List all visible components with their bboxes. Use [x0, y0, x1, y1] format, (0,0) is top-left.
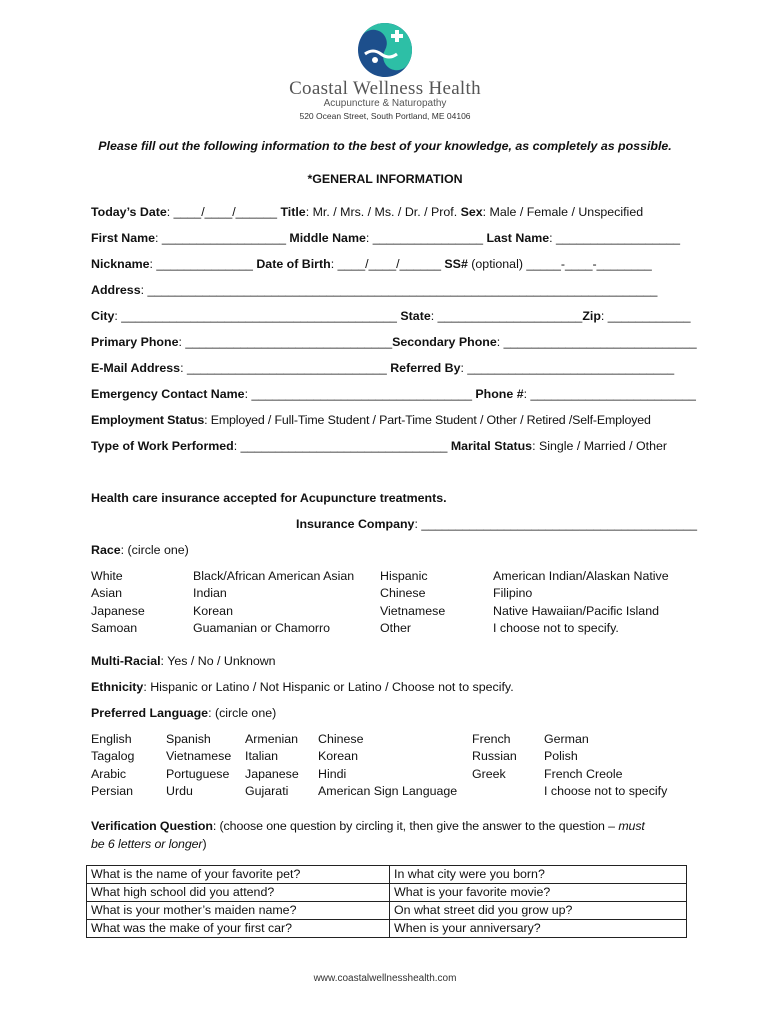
ethnicity-options[interactable]: : Hispanic or Latino / Not Hispanic or Latino / Choose not to specify.	[143, 680, 514, 694]
language-heading	[91, 706, 276, 720]
footer-website: www.coastalwellnesshealth.com	[313, 973, 457, 984]
language-column-6	[544, 731, 667, 801]
todays-date-row	[91, 205, 643, 219]
language-option[interactable]: Tagalog	[91, 749, 135, 764]
email-label: E-Mail Address	[91, 361, 181, 375]
language-option[interactable]: Spanish	[166, 732, 211, 746]
language-option[interactable]: Russian	[472, 749, 517, 764]
language-option[interactable]: Japanese	[245, 766, 299, 781]
section-title: *GENERAL INFORMATION	[307, 172, 463, 186]
verification-question[interactable]: What was the make of your first car?	[87, 920, 390, 938]
ethnicity-row	[91, 680, 514, 694]
multi-racial-label: Multi-Racial	[91, 654, 161, 668]
address-field[interactable]: : __________________________________________________________________________	[140, 283, 658, 297]
race-option[interactable]: Asian	[91, 586, 122, 601]
email-row	[91, 361, 674, 375]
nickname-row	[91, 257, 652, 271]
language-option[interactable]: Polish	[544, 749, 578, 764]
emergency-phone-field[interactable]: : ________________________	[523, 387, 696, 401]
language-option[interactable]: Vietnamese	[166, 749, 232, 764]
last-name-field[interactable]: : __________________	[549, 231, 681, 245]
ethnicity-label: Ethnicity	[91, 680, 144, 694]
language-option[interactable]: Hindi	[318, 766, 347, 781]
language-option[interactable]: Arabic	[91, 766, 127, 781]
race-option[interactable]: Native Hawaiian/Pacific Island	[493, 603, 659, 618]
language-option[interactable]: American Sign Language	[318, 784, 458, 799]
dob-label: Date of Birth	[256, 257, 331, 271]
race-option[interactable]: Chinese	[380, 586, 426, 601]
race-option[interactable]: White	[91, 569, 123, 583]
nickname-field[interactable]: : ______________	[149, 257, 257, 271]
language-option[interactable]: English	[91, 732, 132, 746]
primary-phone-field[interactable]: : ______________________________	[178, 335, 393, 349]
race-option[interactable]: Japanese	[91, 603, 145, 618]
zip-field[interactable]: : ____________	[600, 309, 691, 323]
secondary-phone-field[interactable]: : ____________________________	[496, 335, 697, 349]
dob-field[interactable]: : ____/____/______	[330, 257, 445, 271]
race-option[interactable]: Filipino	[493, 586, 533, 601]
race-hint: : (circle one)	[120, 543, 189, 557]
language-column-5	[472, 731, 517, 783]
title-label: Title	[280, 205, 306, 219]
language-column-3	[245, 731, 299, 801]
verification-question[interactable]: When is your anniversary?	[390, 920, 687, 938]
referred-label: Referred By	[390, 361, 461, 375]
work-field[interactable]: : ______________________________	[233, 439, 451, 453]
clinic-subtitle: Acupuncture & Naturopathy	[323, 98, 447, 109]
clinic-logo	[357, 20, 413, 80]
work-row	[91, 439, 667, 453]
verification-table	[86, 865, 687, 938]
nickname-label: Nickname	[91, 257, 150, 271]
verification-question[interactable]: On what street did you grow up?	[390, 902, 687, 920]
ss-label: SS#	[444, 257, 468, 271]
language-column-1	[91, 731, 134, 801]
race-option[interactable]: Samoan	[91, 621, 138, 636]
language-option[interactable]: Italian	[245, 749, 279, 764]
race-option[interactable]: Guamanian or Chamorro	[193, 621, 331, 636]
todays-date-label: Today’s Date	[91, 205, 167, 219]
verification-must: must	[618, 819, 645, 833]
work-label: Type of Work Performed	[91, 439, 234, 453]
last-name-label: Last Name	[486, 231, 550, 245]
middle-name-label: Middle Name	[289, 231, 366, 245]
state-field[interactable]: : _____________________	[430, 309, 583, 323]
employment-label: Employment Status	[91, 413, 205, 427]
intro-text: Please fill out the following information to the best of your knowledge, as completely as possible.	[98, 139, 672, 153]
verification-text: : (choose one question by circling it, then give the answer to the question –	[212, 819, 619, 833]
table-row	[87, 920, 687, 938]
language-option[interactable]: Portuguese	[166, 766, 230, 781]
secondary-phone-label: Secondary Phone	[392, 335, 497, 349]
language-column-4	[318, 731, 457, 801]
race-column-1	[91, 568, 145, 638]
emergency-contact-field[interactable]: : ________________________________	[244, 387, 476, 401]
ss-field[interactable]: (optional) _____-____-________	[467, 257, 652, 271]
race-option[interactable]: Other	[380, 621, 411, 636]
multi-racial-options[interactable]: : Yes / No / Unknown	[160, 654, 276, 668]
language-option[interactable]: I choose not to specify	[544, 784, 668, 799]
primary-phone-label: Primary Phone	[91, 335, 179, 349]
first-name-label: First Name	[91, 231, 156, 245]
language-option[interactable]: Korean	[318, 749, 358, 764]
table-row	[87, 902, 687, 920]
language-option[interactable]: Persian	[91, 784, 134, 799]
insurance-company-label: Insurance Company	[296, 517, 415, 531]
employment-options[interactable]: : Employed / Full-Time Student / Part-Time Student / Other / Retired /Self-Employed	[204, 413, 651, 427]
city-label: City	[91, 309, 115, 323]
language-option[interactable]: French	[472, 732, 511, 746]
language-hint: : (circle one)	[208, 706, 277, 720]
verification-question[interactable]: In what city were you born?	[390, 866, 687, 884]
marital-label: Marital Status	[450, 439, 533, 453]
table-row	[87, 884, 687, 902]
emergency-row	[91, 387, 696, 401]
clinic-address: 520 Ocean Street, South Portland, ME 04106	[299, 111, 471, 121]
multi-racial-row	[91, 654, 276, 668]
yin-yang-logo-icon	[357, 20, 413, 80]
race-option[interactable]: Hispanic	[380, 569, 428, 583]
address-label: Address	[91, 283, 141, 297]
verification-close: )	[202, 836, 207, 851]
language-column-2	[166, 731, 231, 801]
language-option[interactable]: Greek	[472, 766, 506, 781]
race-label: Race	[91, 543, 121, 557]
middle-name-field[interactable]: : ________________	[365, 231, 487, 245]
insurance-heading: Health care insurance accepted for Acupuncture treatments.	[91, 491, 447, 505]
language-option[interactable]: German	[544, 732, 589, 746]
first-name-field[interactable]: : __________________	[155, 231, 290, 245]
title-options[interactable]: : Mr. / Mrs. / Ms. / Dr. / Prof.	[305, 205, 461, 219]
referred-field[interactable]: : ______________________________	[460, 361, 675, 375]
race-option[interactable]: Korean	[193, 603, 233, 618]
insurance-company-field[interactable]: : ________________________________________	[414, 517, 697, 531]
race-option[interactable]: Black/African American Asian	[193, 569, 355, 583]
race-option[interactable]: Indian	[193, 586, 227, 601]
race-heading	[91, 543, 189, 557]
race-option[interactable]: American Indian/Alaskan Native	[493, 569, 669, 583]
verification-instructions	[91, 818, 681, 853]
address-row	[91, 283, 657, 297]
race-option[interactable]: I choose not to specify.	[493, 621, 619, 636]
state-label: State	[400, 309, 431, 323]
sex-label: Sex	[460, 205, 483, 219]
race-option[interactable]: Vietnamese	[380, 603, 446, 618]
verification-question[interactable]: What is your mother’s maiden name?	[87, 902, 390, 920]
verification-question[interactable]: What is your favorite movie?	[390, 884, 687, 902]
race-column-4	[493, 568, 669, 638]
email-field[interactable]: : _____________________________	[180, 361, 391, 375]
table-row	[87, 866, 687, 884]
verification-length-rule: be 6 letters or longer	[91, 836, 203, 851]
race-column-2	[193, 568, 354, 638]
emergency-phone-label: Phone #	[475, 387, 524, 401]
todays-date-field[interactable]: : ____/____/______	[166, 205, 281, 219]
language-option[interactable]: Gujarati	[245, 784, 289, 799]
race-column-3	[380, 568, 445, 638]
language-option[interactable]: Armenian	[245, 732, 299, 746]
name-row	[91, 231, 680, 245]
language-option[interactable]: Urdu	[166, 784, 193, 799]
insurance-row	[296, 517, 697, 531]
language-label: Preferred Language	[91, 706, 209, 720]
employment-row	[91, 413, 651, 427]
language-option[interactable]: French Creole	[544, 766, 623, 781]
verification-question[interactable]: What high school did you attend?	[87, 884, 390, 902]
verification-question[interactable]: What is the name of your favorite pet?	[87, 866, 390, 884]
phone-row	[91, 335, 697, 349]
city-row	[91, 309, 691, 323]
clinic-name: Coastal Wellness Health	[289, 78, 481, 99]
verification-label: Verification Question	[91, 819, 213, 833]
language-option[interactable]: Chinese	[318, 732, 364, 746]
sex-options[interactable]: : Male / Female / Unspecified	[482, 205, 644, 219]
zip-label: Zip	[582, 309, 601, 323]
city-field[interactable]: : ________________________________________	[114, 309, 401, 323]
marital-options[interactable]: : Single / Married / Other	[532, 439, 668, 453]
emergency-contact-label: Emergency Contact Name	[91, 387, 245, 401]
